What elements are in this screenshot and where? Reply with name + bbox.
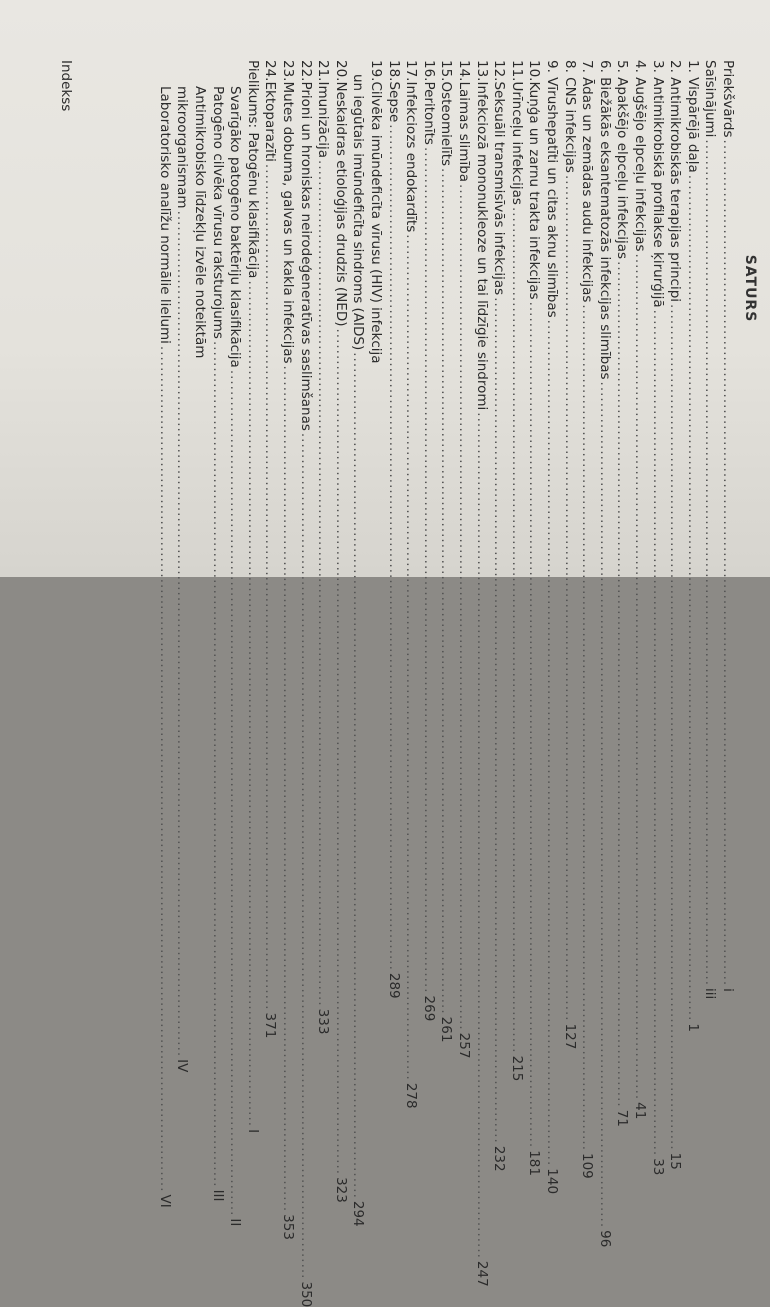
toc-entry-label: 6. Biežākās eksantematozās infekcijas slimības [596, 60, 613, 380]
toc-entry-page: 33 [649, 1158, 666, 1176]
toc-entry-page: 215 [508, 1055, 525, 1082]
toc-entry-label: Antimikrobisko līdzekļu izvēle noteiktām [192, 86, 208, 359]
leader-dots: ................................................................................................................................................................ [526, 301, 543, 1149]
toc-entry [191, 86, 208, 542]
toc-entry [578, 60, 596, 1179]
toc-entry-label: 5. Apakšējo elpceļu infekcijas [614, 60, 631, 260]
toc-entry [473, 60, 490, 1287]
toc-entry [297, 60, 314, 1307]
toc-entry-page: 278 [403, 1082, 420, 1109]
leader-dots: ................................................................................................................................................................ [174, 210, 191, 1058]
toc-entry-label: 13.Infekciozā mononukleoze un tai līdzīgie sindromi [473, 60, 490, 411]
toc-entry-label: 15.Osteomielīts [438, 60, 455, 167]
toc-entry-page: 247 [473, 1260, 490, 1287]
leader-dots: ................................................................................................................................................................ [227, 369, 244, 1217]
toc-entry-label: 19.Cilvēka imūndeficīta vīrusu (HIV) infekcija [368, 60, 384, 364]
leader-dots: ................................................................................................................................................................ [280, 365, 296, 1213]
toc-entry [455, 60, 472, 1059]
toc-entry-label: 20.Neskaidras etioloģijas drudzis (NED) [332, 60, 349, 327]
toc-entry-page: IV [174, 1059, 191, 1073]
toc-entry-page: 232 [491, 1145, 508, 1172]
leader-dots: ................................................................................................................................................................ [614, 261, 631, 1108]
index-label: Indekss [58, 60, 74, 112]
toc-entry-label: 12.Seksuāli transmisīvās infekcijas [491, 60, 508, 296]
toc-entry-page: 41 [632, 1102, 648, 1120]
toc-entry [596, 60, 613, 1248]
toc-entry-page: 371 [262, 1012, 279, 1039]
toc-entry [420, 60, 437, 1022]
toc-entry-label: 4. Augšējo elpceļu infekcijas [632, 60, 648, 252]
leader-dots: ................................................................................................................................................................ [315, 160, 332, 1007]
leader-dots: ................................................................................................................................................................ [561, 174, 578, 1022]
toc-entry [525, 60, 543, 1176]
toc-entry [490, 60, 508, 1172]
toc-entry-label: 3. Antimikrobiskā profilakse ķirurģijā [649, 60, 666, 308]
toc-entry-page: 323 [332, 1177, 349, 1203]
toc-entry [173, 86, 191, 1073]
toc-entry-page: 71 [614, 1109, 631, 1127]
leader-dots: ................................................................................................................................................................ [508, 206, 525, 1054]
toc-entry-label: 7. Ādas un zemādas audu infekcijas [579, 60, 596, 303]
toc-entry-label: Svarīgāko patogēno baktēriju klasifikācija [227, 86, 244, 368]
leader-dots: ................................................................................................................................................................ [473, 412, 490, 1259]
toc-entry [349, 74, 367, 1227]
toc-entry-page: 294 [350, 1200, 367, 1227]
toc-entry-label: 22.Prioni un hroniskas neirodeģeneratīvas saslimšanas [297, 60, 314, 431]
toc-entry [684, 60, 701, 1032]
toc-entry-label: 10.Kuņģa un zarnu trakta infekcijas [526, 60, 543, 300]
toc-entry [244, 60, 261, 1134]
toc-entry-page: I [244, 1129, 261, 1134]
toc-entry [701, 60, 719, 1000]
toc-entry-page: 257 [456, 1032, 472, 1059]
toc-entry [631, 60, 648, 1120]
toc-entry-label: 9. Vīrushepatīti un citas aknu slimības [544, 60, 560, 318]
leader-dots: ................................................................................................................................................................ [720, 139, 736, 987]
leader-dots: ................................................................................................................................................................ [632, 253, 648, 1101]
toc-entry-label: 2. Antimikrobiskās terapijas principi [667, 60, 684, 303]
toc-entry-label: 18.Sepse [385, 60, 402, 123]
toc-entry [561, 60, 578, 1050]
toc-entry-page: 333 [315, 1008, 332, 1035]
toc-entry-label: Priekšvārds [720, 60, 736, 138]
toc-entry-label: 14.Laimas slimība [456, 60, 472, 183]
toc-entry-label: 11.Urīnceļu infekcijas [508, 60, 525, 205]
toc-entry [649, 60, 666, 1176]
toc-entry-label: un iegūtais imūndeficīta sindroms (AIDS) [350, 74, 367, 351]
toc-entry-label: 8. CNS infekcijas [561, 60, 578, 173]
toc-heading: SATURS [742, 254, 758, 323]
toc-entry-page: II [227, 1218, 244, 1227]
toc-entry-page: 15 [667, 1152, 684, 1170]
toc-entry-label: 23.Mutes dobuma, galvas un kakla infekcijas [280, 60, 296, 364]
toc-entry-page: 140 [544, 1168, 560, 1195]
toc-entry [279, 60, 296, 1240]
leader-dots: ................................................................................................................................................................ [579, 304, 596, 1151]
leader-dots: ................................................................................................................................................................ [702, 139, 719, 987]
toc-entry [613, 60, 631, 1127]
toc-entry-page: 261 [438, 1016, 455, 1043]
leader-dots: ................................................................................................................................................................ [332, 328, 349, 1176]
toc-entry [719, 60, 736, 992]
leader-dots: ................................................................................................................................................................ [649, 309, 666, 1157]
toc-entry-label: Laboratoriskо analīžu normālie lielumi [156, 86, 173, 344]
toc-entry-page: iii [702, 988, 719, 1000]
toc-entry-label: Saīsinājumi [702, 60, 719, 138]
leader-dots: ................................................................................................................................................................ [385, 124, 402, 971]
leader-dots: ................................................................................................................................................................ [403, 234, 420, 1081]
toc-entry-page: 181 [526, 1150, 543, 1176]
toc-entry-page: III [209, 1189, 226, 1202]
toc-entry-label: 16.Peritonīts [420, 60, 437, 145]
toc-entry [332, 60, 349, 1203]
toc-entry [508, 60, 525, 1082]
toc-entry-label: Patogēno cilvēka vīrusu raksturojums [209, 86, 226, 339]
leader-dots: ................................................................................................................................................................ [596, 381, 613, 1229]
toc-entry-page: 289 [385, 972, 402, 999]
toc-entry-label: mikroorganismam [174, 86, 191, 209]
toc-entry-page: 1 [684, 1023, 701, 1032]
toc-entry-page: 269 [420, 995, 437, 1022]
leader-dots: ................................................................................................................................................................ [684, 174, 701, 1022]
toc-entry [261, 60, 279, 1039]
toc-entry-label: 21.Imunizācija [315, 60, 332, 159]
toc-entry-label: 17.Infekciozs endokardīts [403, 60, 420, 233]
toc-entry [543, 60, 560, 1195]
toc-entry [226, 86, 244, 1227]
toc-entry [666, 60, 684, 1170]
leader-dots: ................................................................................................................................................................ [491, 297, 508, 1144]
leader-dots: ................................................................................................................................................................ [667, 304, 684, 1151]
toc-entry-page: 353 [280, 1214, 296, 1240]
toc-entry-label: 1. Vispārējā daļa [684, 60, 701, 173]
toc-entry-label: Pielikums: Patogēnu klasifikācija [244, 60, 261, 279]
leader-dots: ................................................................................................................................................................ [262, 163, 279, 1011]
toc-entry-page: 127 [561, 1023, 578, 1050]
leader-dots: ................................................................................................................................................................ [209, 340, 226, 1188]
toc-entry-page: 350 [297, 1281, 314, 1307]
toc-entry-page: 109 [579, 1153, 596, 1179]
leader-dots: ................................................................................................................................................................ [544, 319, 560, 1167]
toc-entry-label: 24.Ektoparazīti [262, 60, 279, 162]
toc-entry [314, 60, 332, 1035]
toc-entry [209, 86, 226, 1202]
toc-entry [385, 60, 402, 999]
toc-entry-page: 96 [596, 1230, 613, 1248]
leader-dots: ................................................................................................................................................................ [350, 352, 367, 1199]
leader-dots: ................................................................................................................................................................ [244, 280, 261, 1128]
toc-entry [402, 60, 420, 1109]
leader-dots: ................................................................................................................................................................ [297, 432, 314, 1280]
leader-dots: ................................................................................................................................................................ [456, 184, 472, 1031]
leader-dots: ................................................................................................................................................................ [156, 345, 173, 1193]
toc-entry [156, 86, 173, 1208]
leader-dots: ................................................................................................................................................................ [438, 168, 455, 1015]
toc-entry-page: VI [156, 1194, 173, 1208]
toc-entry-page: i [720, 988, 736, 992]
toc-entry [437, 60, 455, 1043]
leader-dots: ................................................................................................................................................................ [420, 146, 437, 994]
toc-entry [367, 60, 384, 542]
